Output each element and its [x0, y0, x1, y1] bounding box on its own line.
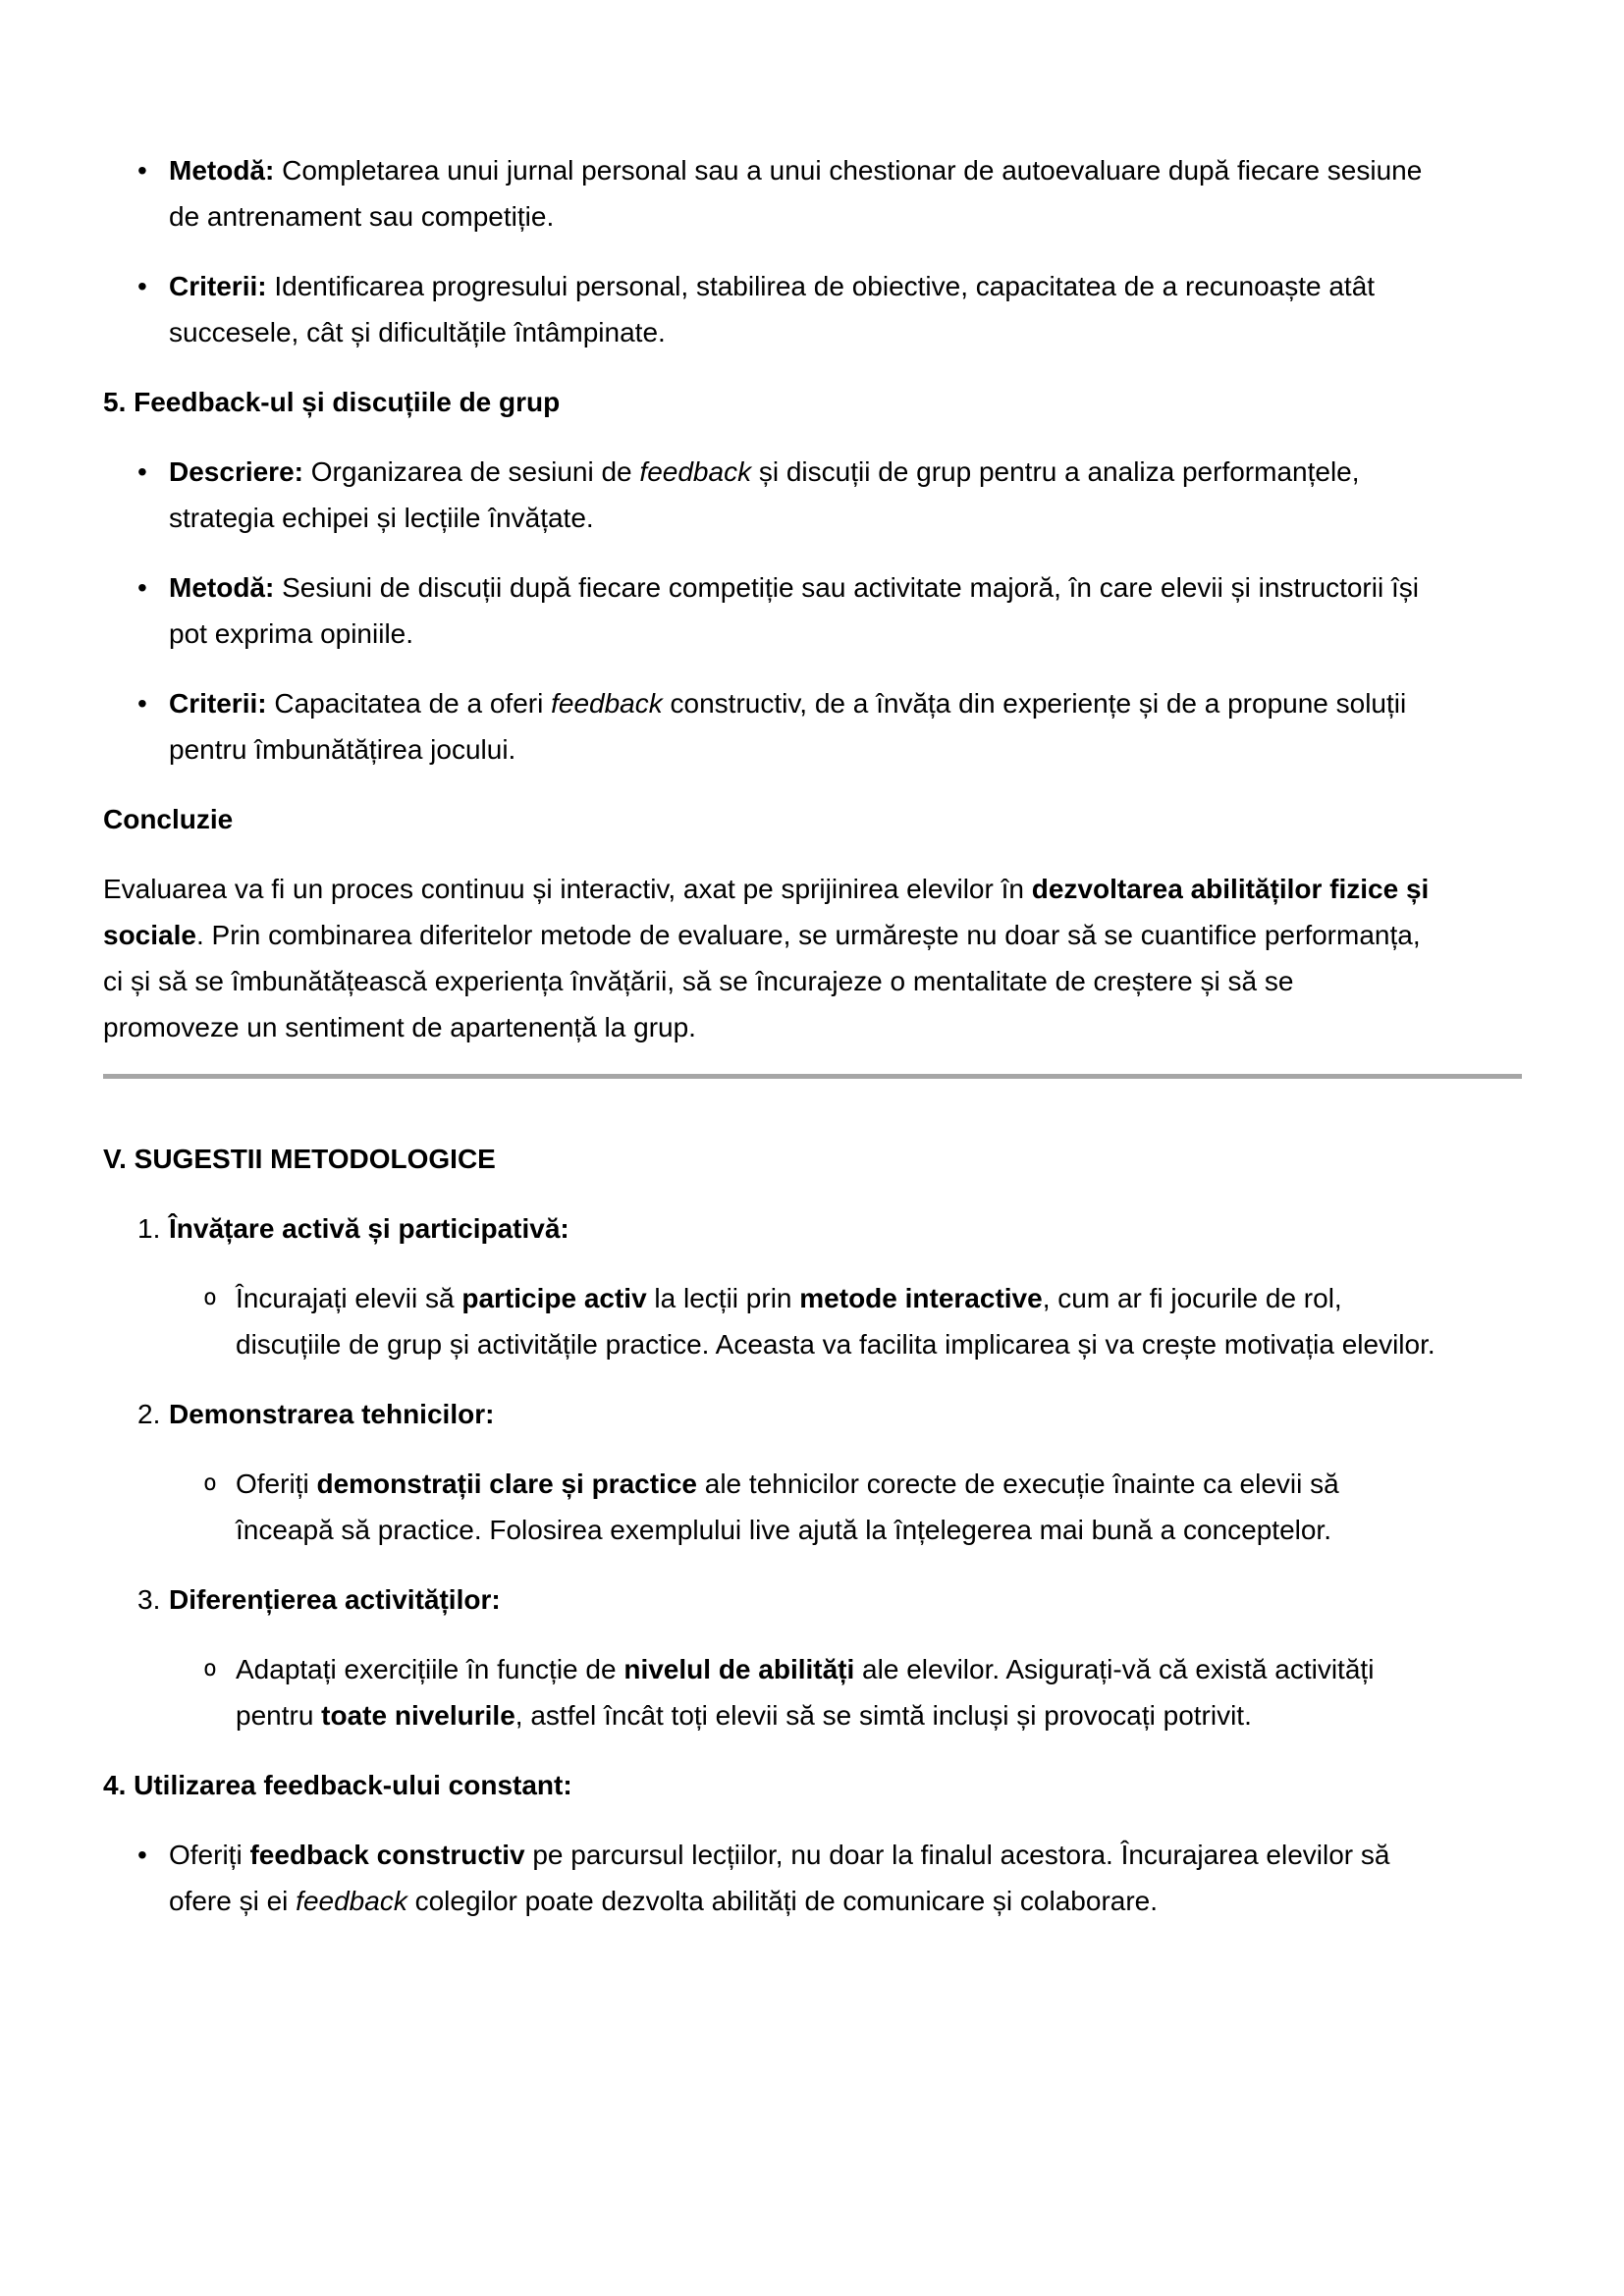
bullet-criterii-progres [103, 263, 1435, 355]
sub-bullet-text: Adaptați exercițiile în funcție de nivelul de abilități ale elevilor. Asigurați-vă că există activități pentru toate nivelurile, astfel încât toți elevii să se simtă incluși și provocați potrivit. [236, 1654, 1375, 1731]
numbered-item-diferentierea [103, 1576, 1435, 1623]
item-number: 3. [137, 1584, 161, 1615]
bullet-circle-marker: o [203, 1470, 217, 1496]
paragraph-concluzie: Evaluarea va fi un proces continuu și interactiv, axat pe sprijinirea elevilor în dezvoltarea abilităților fizice și sociale. Prin combinarea diferitelor metode de evaluare, se urmărește nu doar să se cuantifice performanța, ci și să se îmbunătățească experiența învățării, să se încurajeze o mentalitate de creștere și să se promoveze un sentiment de apartenență la grup. [103, 874, 1430, 1042]
heading-sugestii-metodologice: V. SUGESTII METODOLOGICE [103, 1144, 496, 1174]
item-number: 2. [137, 1399, 161, 1429]
item-title: Diferențierea activităților: [169, 1584, 501, 1615]
item-title: Demonstrarea tehnicilor: [169, 1399, 495, 1429]
bullet-text: Metodă: Completarea unui jurnal personal sau a unui chestionar de autoevaluare după fiecare sesiune de antrenament sau competiție. [169, 155, 1423, 232]
bullet-text: Criterii: Capacitatea de a oferi feedback constructiv, de a învăța din experiențe și de a propune soluții pentru îmbunătățirea jocului. [169, 688, 1407, 765]
bullet-disc-marker: • [137, 155, 147, 186]
bullet-circle-marker: o [203, 1656, 217, 1682]
sub-bullet-text: Încurajați elevii să participe activ la lecții prin metode interactive, cum ar fi jocurile de rol, discuțiile de grup și activitățile practice. Aceasta va facilita implicarea și va crește motivația elevilor. [236, 1283, 1435, 1360]
numbered-item-demonstrarea [103, 1391, 1435, 1437]
bullet-metoda-jurnal [103, 147, 1435, 240]
bullet-disc-marker: • [137, 271, 147, 301]
bullet-disc-marker: • [137, 456, 147, 487]
bullet-text: Criterii: Identificarea progresului personal, stabilirea de obiective, capacitatea de a recunoaște atât succesele, cât și dificultățile întâmpinate. [169, 271, 1376, 347]
bullet-metoda-sesiuni [103, 564, 1435, 657]
sub-bullet-invatare-activa [103, 1275, 1435, 1367]
heading-feedback-grup: 5. Feedback-ul și discuțiile de grup [103, 387, 561, 417]
bullet-feedback-constructiv [103, 1832, 1435, 1924]
section-divider [103, 1074, 1522, 1079]
sub-bullet-text: Oferiți demonstrații clare și practice ale tehnicilor corecte de execuție înainte ca elevii să înceapă să practice. Folosirea exemplului live ajută la înțelegerea mai bună a conceptelor. [236, 1468, 1339, 1545]
bullet-text: Metodă: Sesiuni de discuții după fiecare competiție sau activitate majoră, în care elevii și instructorii își pot exprima opiniile. [169, 572, 1419, 649]
bullet-disc-marker: • [137, 1840, 147, 1870]
bullet-descriere-sesiuni [103, 449, 1435, 541]
heading-utilizarea-feedback: 4. Utilizarea feedback-ului constant: [103, 1770, 572, 1800]
bullet-criterii-feedback [103, 680, 1435, 773]
bullet-text: Descriere: Organizarea de sesiuni de feedback și discuții de grup pentru a analiza performanțele, strategia echipei și lecțiile învățate. [169, 456, 1360, 533]
bullet-disc-marker: • [137, 688, 147, 719]
sub-bullet-diferentierea [103, 1646, 1435, 1738]
bullet-text: Oferiți feedback constructiv pe parcursul lecțiilor, nu doar la finalul acestora. Încurajarea elevilor să ofere și ei feedback colegilor poate dezvolta abilități de comunicare și colaborare. [169, 1840, 1390, 1916]
heading-concluzie: Concluzie [103, 804, 234, 834]
sub-bullet-demonstrarea [103, 1461, 1435, 1553]
bullet-circle-marker: o [203, 1285, 217, 1310]
bullet-disc-marker: • [137, 572, 147, 603]
numbered-item-invatare-activa [103, 1205, 1435, 1252]
item-number: 1. [137, 1213, 161, 1244]
item-title: Învățare activă și participativă: [169, 1213, 569, 1244]
